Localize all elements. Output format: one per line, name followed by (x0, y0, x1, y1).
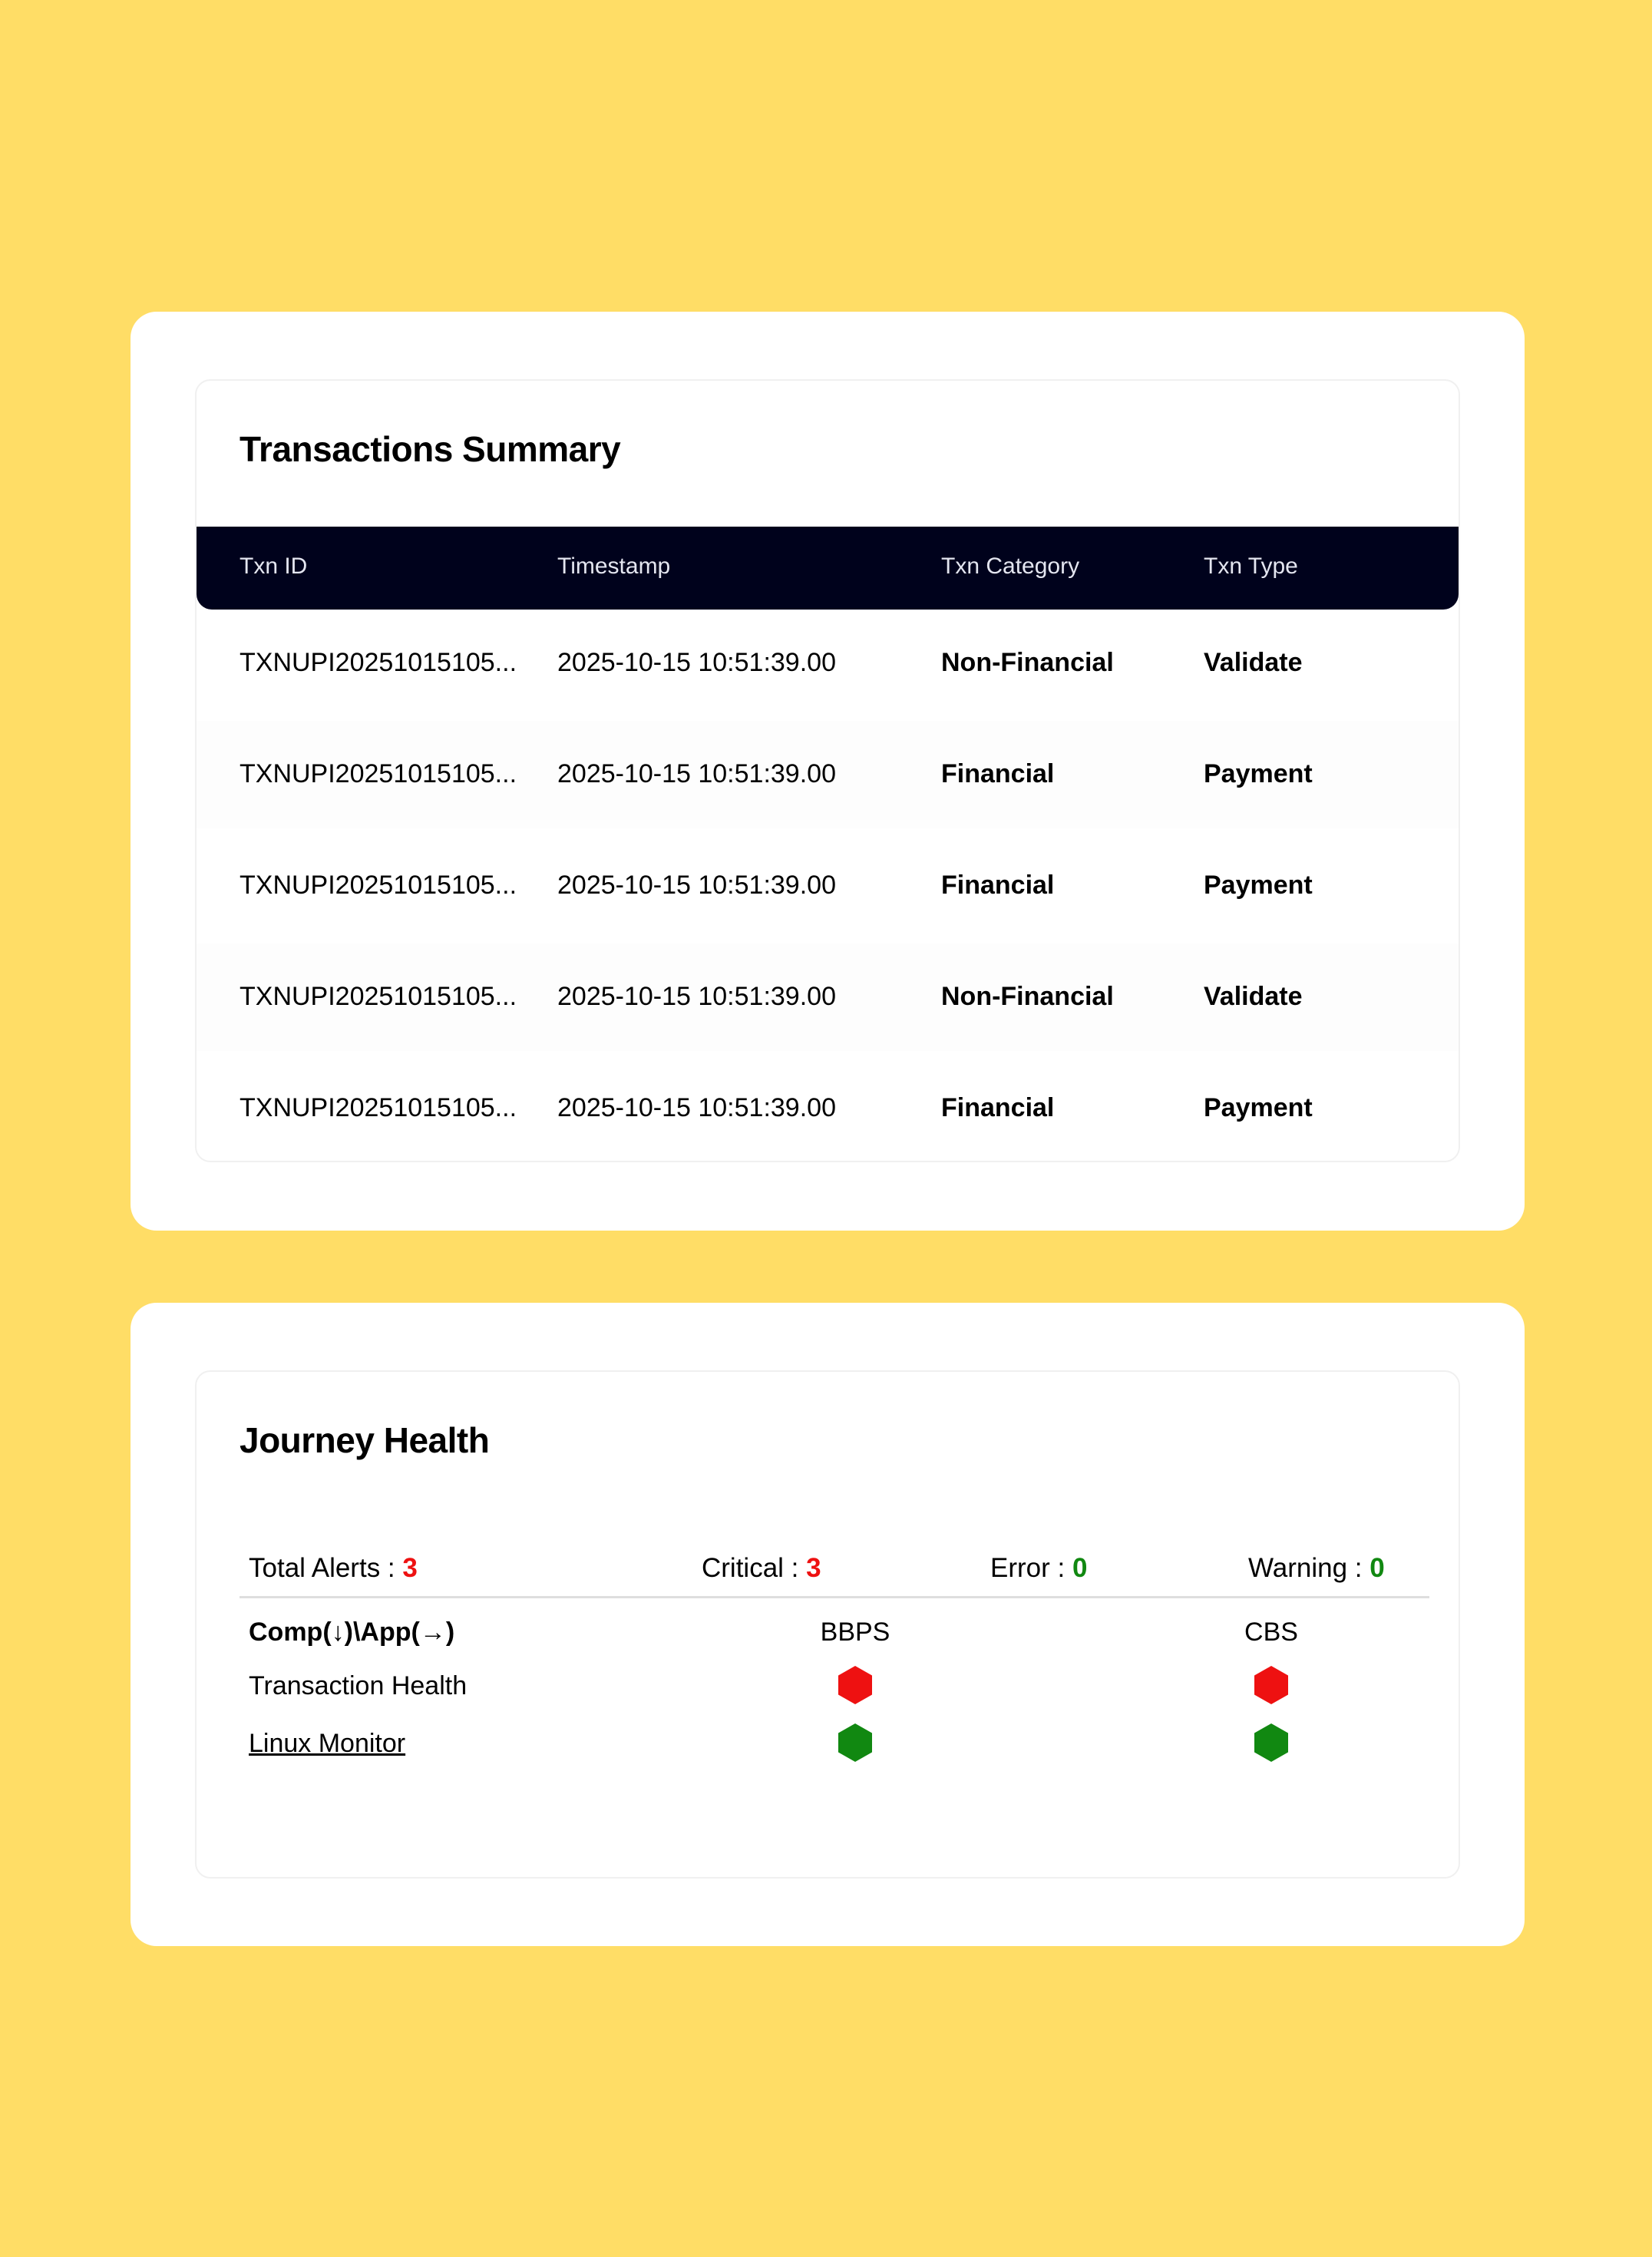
error-alerts-count: 0 (1072, 1553, 1088, 1583)
health-row-linux-monitor (240, 1721, 1429, 1767)
journey-health-title: Journey Health (240, 1420, 490, 1460)
critical-alerts-label: Critical : (702, 1553, 807, 1583)
health-matrix-header (240, 1610, 1429, 1656)
txn-id-cell: TXNUPI20251015105... (240, 982, 517, 1011)
txn-type-cell: Payment (1204, 871, 1313, 900)
ok-status-hexagon-icon[interactable] (1253, 1723, 1290, 1763)
comp-app-header: Comp(↓)\App(→) (249, 1618, 455, 1647)
txn-type-cell: Validate (1204, 648, 1303, 677)
warning-alerts-count: 0 (1370, 1553, 1385, 1583)
error-alerts (990, 1553, 1087, 1584)
timestamp-cell: 2025-10-15 10:51:39.00 (557, 982, 836, 1011)
ok-status-hexagon-icon[interactable] (837, 1723, 874, 1763)
timestamp-cell: 2025-10-15 10:51:39.00 (557, 871, 836, 900)
timestamp-cell: 2025-10-15 10:51:39.00 (557, 648, 836, 677)
alerts-summary (240, 1547, 1429, 1598)
txn-type-cell: Validate (1204, 982, 1303, 1011)
critical-status-hexagon-icon[interactable] (1253, 1665, 1290, 1705)
critical-status-hexagon-icon[interactable] (837, 1665, 874, 1705)
transactions-summary-title: Transactions Summary (240, 429, 621, 469)
column-header-txn-type[interactable]: Txn Type (1204, 554, 1298, 579)
txn-category-cell: Non-Financial (941, 648, 1114, 677)
txn-category-cell: Financial (941, 759, 1055, 788)
health-row-transaction-health (240, 1664, 1429, 1710)
warning-alerts-label: Warning : (1248, 1553, 1370, 1583)
txn-id-cell: TXNUPI20251015105... (240, 759, 517, 788)
timestamp-cell: 2025-10-15 10:51:39.00 (557, 1093, 836, 1122)
txn-category-cell: Financial (941, 1093, 1055, 1122)
table-row[interactable] (197, 943, 1459, 1051)
total-alerts (249, 1553, 418, 1584)
txn-id-cell: TXNUPI20251015105... (240, 648, 517, 677)
table-row[interactable] (197, 832, 1459, 940)
txn-type-cell: Payment (1204, 1093, 1313, 1122)
journey-health-panel (195, 1370, 1460, 1879)
transactions-summary-card (131, 312, 1525, 1231)
total-alerts-label: Total Alerts : (249, 1553, 403, 1583)
table-row[interactable] (197, 1055, 1459, 1162)
app-header-cbs: CBS (1244, 1618, 1298, 1647)
table-row[interactable] (197, 721, 1459, 828)
critical-alerts-count: 3 (806, 1553, 821, 1583)
linux-monitor-link[interactable]: Linux Monitor (249, 1729, 406, 1758)
column-header-txn-category[interactable]: Txn Category (941, 554, 1080, 579)
app-header-bbps: BBPS (820, 1618, 890, 1647)
total-alerts-count: 3 (402, 1553, 418, 1583)
column-header-timestamp[interactable]: Timestamp (557, 554, 671, 579)
table-row[interactable] (197, 610, 1459, 717)
component-label: Transaction Health (249, 1671, 468, 1700)
warning-alerts (1248, 1553, 1385, 1584)
timestamp-cell: 2025-10-15 10:51:39.00 (557, 759, 836, 788)
transactions-summary-panel (195, 379, 1460, 1162)
journey-health-card (131, 1303, 1525, 1946)
critical-alerts (702, 1553, 821, 1584)
txn-id-cell: TXNUPI20251015105... (240, 1093, 517, 1122)
error-alerts-label: Error : (990, 1553, 1072, 1583)
transactions-table-header (197, 527, 1459, 610)
txn-category-cell: Non-Financial (941, 982, 1114, 1011)
column-header-txn-id[interactable]: Txn ID (240, 554, 308, 579)
txn-category-cell: Financial (941, 871, 1055, 900)
txn-type-cell: Payment (1204, 759, 1313, 788)
txn-id-cell: TXNUPI20251015105... (240, 871, 517, 900)
